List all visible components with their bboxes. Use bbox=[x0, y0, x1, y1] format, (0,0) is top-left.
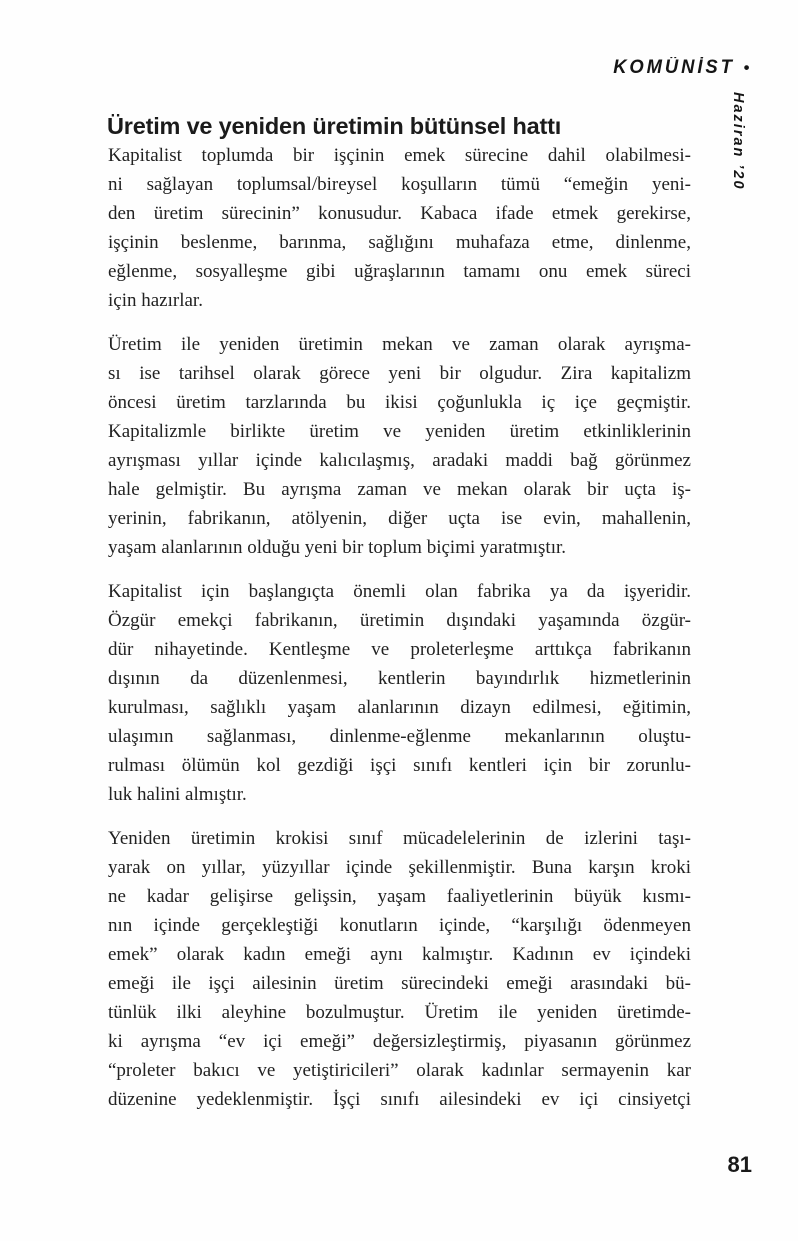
body-line: emeği ile işçi ailesinin üretim sürecindeki emeği arasındaki bü- bbox=[108, 973, 691, 994]
paragraph bbox=[108, 141, 691, 315]
body-line: Üretim ile yeniden üretimin mekan ve zaman olarak ayrışma- bbox=[108, 334, 691, 355]
body-line: dür nihayetinde. Kentleşme ve proleterleşme arttıkça fabrikanın bbox=[108, 639, 691, 660]
body-line: rulması ölümün kol gezdiği işçi sınıfı kentleri için bir zorunlu- bbox=[108, 755, 691, 776]
body-line: ki ayrışma “ev içi emeği” değersizleştirmiş, piyasanın görünmez bbox=[108, 1031, 691, 1052]
paragraph bbox=[108, 330, 691, 562]
body-line: Kapitalist için başlangıçta önemli olan fabrika ya da işyeridir. bbox=[108, 581, 691, 602]
body-line: sı ise tarihsel olarak görece yeni bir olgudur. Zira kapitalizm bbox=[108, 363, 691, 384]
body-line: işçinin beslenme, barınma, sağlığını muhafaza etme, dinlenme, bbox=[108, 232, 691, 253]
article-body bbox=[108, 141, 691, 1129]
paragraph bbox=[108, 824, 691, 1114]
body-line: dışının da düzenlenmesi, kentlerin bayındırlık hizmetlerinin bbox=[108, 668, 691, 689]
body-line: için hazırlar. bbox=[108, 290, 203, 311]
paragraph bbox=[108, 577, 691, 809]
bullet-icon: • bbox=[743, 58, 749, 77]
masthead-title: KOMÜNİST bbox=[612, 57, 735, 78]
body-line: nın içinde gerçekleştiği konutların içinde, “karşılığı ödenmeyen bbox=[108, 915, 691, 936]
article-title: Üretim ve yeniden üretimin bütünsel hattı bbox=[107, 112, 562, 139]
issue-date-vertical: Haziran ’20 bbox=[730, 92, 746, 191]
body-line: yaşam alanlarının olduğu yeni bir toplum biçimi yaratmıştır. bbox=[108, 537, 567, 558]
body-line: ne kadar gelişirse gelişsin, yaşam faaliyetlerinin büyük kısmı- bbox=[108, 886, 691, 907]
body-line: hale gelmiştir. Bu ayrışma zaman ve mekan olarak bir uçta iş- bbox=[108, 479, 691, 500]
body-line: emek” olarak kadın emeği aynı kalmıştır. Kadının ev içindeki bbox=[108, 944, 691, 965]
body-line: luk halini almıştır. bbox=[108, 784, 247, 805]
body-line: eğlenme, sosyalleşme gibi uğraşlarının tamamı onu emek süreci bbox=[108, 261, 691, 282]
body-line: den üretim sürecinin” konusudur. Kabaca ifade etmek gerekirse, bbox=[108, 203, 691, 224]
body-line: ulaşımın sağlanması, dinlenme-eğlenme mekanlarının oluştu- bbox=[108, 726, 691, 747]
page-number: 81 bbox=[727, 1152, 752, 1177]
body-line: “proleter bakıcı ve yetiştiricileri” olarak kadınlar sermayenin kar bbox=[108, 1060, 691, 1081]
body-line: kurulması, sağlıklı yaşam alanlarının dizayn edilmesi, eğitimin, bbox=[108, 697, 691, 718]
body-line: düzenine yedeklenmiştir. İşçi sınıfı ailesindeki ev içi cinsiyetçi bbox=[108, 1089, 691, 1110]
body-line: Kapitalist toplumda bir işçinin emek sürecine dahil olabilmesi- bbox=[108, 145, 691, 166]
body-line: ayrışması yıllar içinde kalıcılaşmış, aradaki maddi bağ görünmez bbox=[108, 450, 691, 471]
body-line: tünlük ilki aleyhine bozulmuştur. Üretim ile yeniden üretimde- bbox=[108, 1002, 691, 1023]
body-line: yerinin, fabrikanın, atölyenin, diğer uçta ise evin, mahallenin, bbox=[108, 508, 691, 529]
body-line: ni sağlayan toplumsal/bireysel koşulların tümü “emeğin yeni- bbox=[108, 174, 691, 195]
body-line: yarak on yıllar, yüzyıllar içinde şekillenmiştir. Buna karşın kroki bbox=[108, 857, 691, 878]
body-line: Kapitalizmle birlikte üretim ve yeniden üretim etkinliklerinin bbox=[108, 421, 691, 442]
body-line: öncesi üretim tarzlarında bu ikisi çoğunlukla iç içe geçmiştir. bbox=[108, 392, 691, 413]
masthead bbox=[613, 57, 749, 79]
body-line: Yeniden üretimin krokisi sınıf mücadelelerinin de izlerini taşı- bbox=[108, 828, 691, 849]
body-line: Özgür emekçi fabrikanın, üretimin dışındaki yaşamında özgür- bbox=[108, 610, 691, 631]
